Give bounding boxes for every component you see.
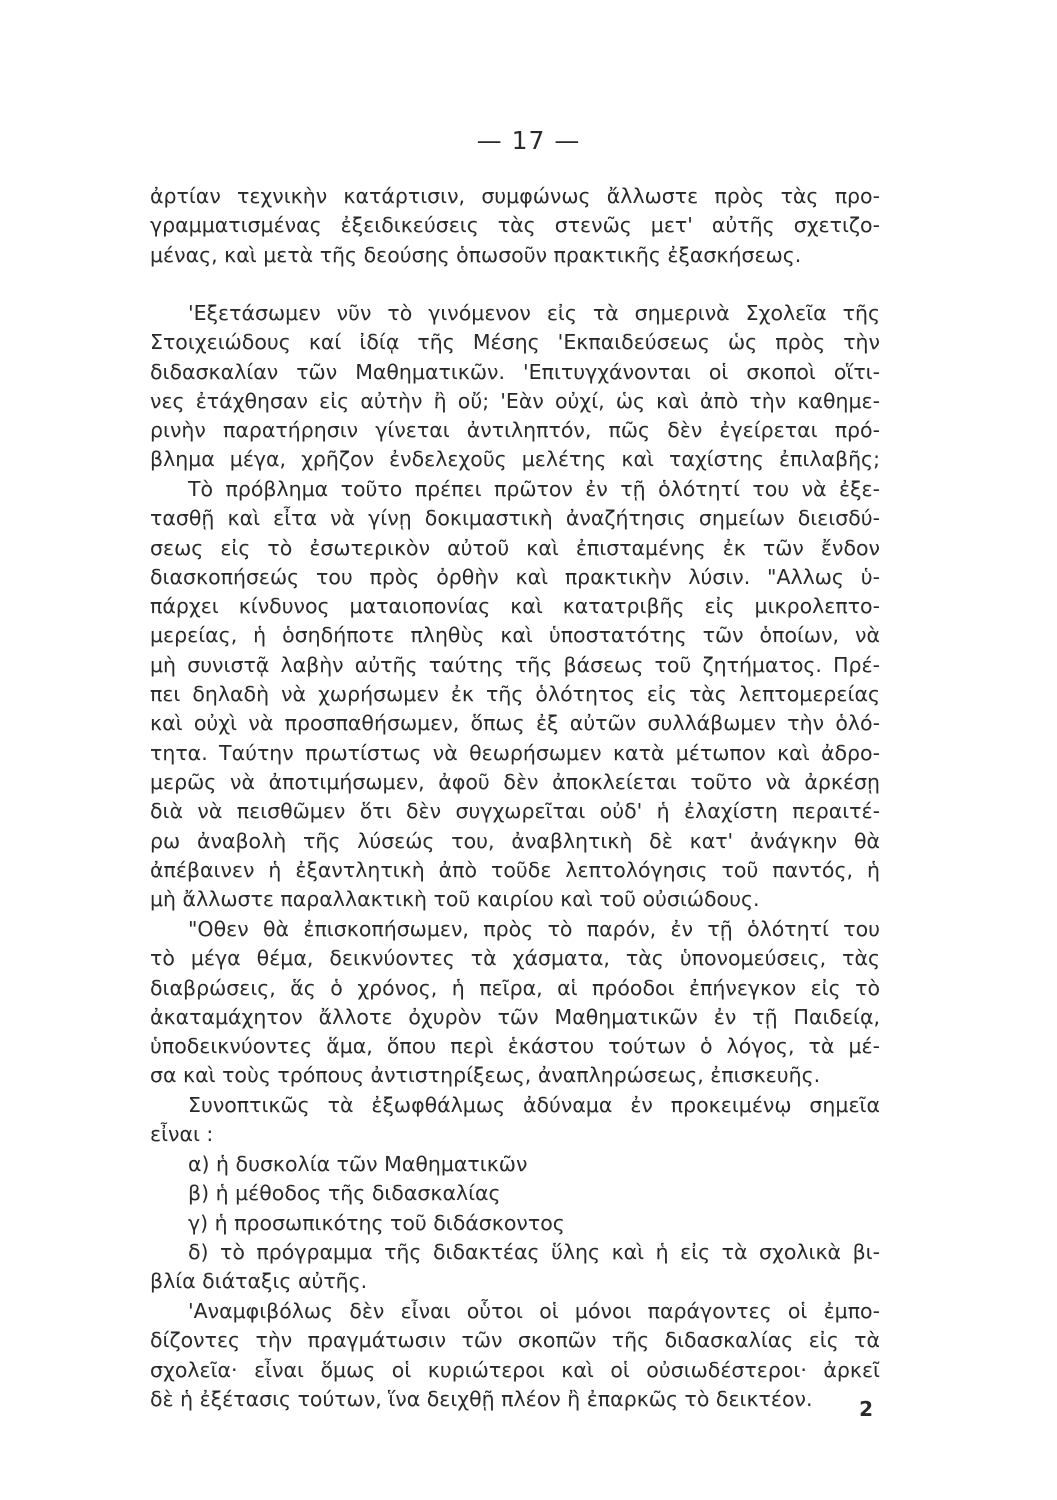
paragraph-1 [150,182,880,270]
text-line: δίζοντες τὴν πραγμάτωσιν τῶν σκοπῶν τῆς διδασκαλίας εἰς τὰ [150,1328,880,1353]
text-line: Τὸ πρόβλημα τοῦτο πρέπει πρῶτον ἐν τῇ ὁλότητί του νὰ ἐξε- [188,477,880,501]
list-item: γ) ἡ προσωπικότης τοῦ διδάσκοντος [188,1210,565,1235]
text-line: δὲ ἡ ἐξέτασις τούτων, ἵνα δειχθῇ πλέον ἢ ἐπαρκῶς τὸ δεικτέον. [150,1386,813,1411]
list-item: βλία διάταξις αὐτῆς. [150,1269,368,1294]
text-line: καὶ οὐχὶ νὰ προσπαθήσωμεν, ὅπως ἐξ αὐτῶν συλλάβωμεν τὴν ὁλό- [150,711,880,736]
text-line: ἀρτίαν τεχνικὴν κατάρτισιν, συμφώνως ἄλλωστε πρὸς τὰς προ- [150,184,880,208]
paragraph-2 [150,299,880,475]
list-item: δ) τὸ πρόγραμμα τῆς διδακτέας ὕλης καὶ ἡ εἰς τὰ σχολικὰ βι- [188,1239,880,1264]
text-line: Στοιχειώδους καί ἰδίᾳ τῆς Μέσης 'Εκπαιδεύσεως ὡς πρὸς τὴν [150,330,880,355]
text-line: ὑποδεικνύοντες ἅμα, ὅπου περὶ ἑκάστου τούτων ὁ λόγος, τὰ μέ- [150,1034,880,1059]
text-line: νες ἐτάχθησαν εἰς αὐτὴν ἢ οὔ; 'Εὰν οὐχί, ὡς καὶ ἀπὸ τὴν καθημε- [150,388,880,413]
text-line: Συνοπτικῶς τὰ ἐξωφθάλμως ἀδύναμα ἐν προκειμένῳ σημεῖα [188,1093,880,1117]
paragraph-5 [150,1091,880,1150]
text-line: τὸ μέγα θέμα, δεικνύοντες τὰ χάσματα, τὰς ὑπονομεύσεις, τὰς [150,946,880,971]
text-line: διδασκαλίαν τῶν Μαθηματικῶν. 'Επιτυγχάνονται οἱ σκοποὶ οἵτι- [150,359,880,384]
text-line: πει δηλαδὴ νὰ χωρήσωμεν ἐκ τῆς ὁλότητος εἰς τὰς λεπτομερείας [150,682,880,707]
text-line: διὰ νὰ πεισθῶμεν ὅτι δὲν συγχωρεῖται οὐδ' ἡ ἐλαχίστη περαιτέ- [150,799,880,824]
text-line: ἀκαταμάχητον ἄλλοτε ὀχυρὸν τῶν Μαθηματικῶν ἐν τῇ Παιδείᾳ, [150,1004,880,1029]
list [150,1150,880,1296]
text-line: σχολεῖα· εἶναι ὅμως οἱ κυριώτεροι καὶ οἱ οὐσιωδέστεροι· ἀρκεῖ [150,1357,880,1382]
page-number: — 17 — [476,126,581,155]
text-line: "Οθεν θὰ ἐπισκοπήσωμεν, πρὸς τὸ παρόν, ἐν τῇ ὁλότητί του [188,917,880,941]
text-line: σεως εἰς τὸ ἐσωτερικὸν αὐτοῦ καὶ ἐπισταμένης ἐκ τῶν ἔνδον [150,535,880,560]
list-item: β) ἡ μέθοδος τῆς διδασκαλίας [188,1181,501,1206]
text-line: διαβρώσεις, ἅς ὁ χρόνος, ἡ πεῖρα, αἱ πρόοδοι ἐπήνεγκον εἰς τὸ [150,975,880,1000]
text-line: βλημα μέγα, χρῆζον ἐνδελεχοῦς μελέτης καὶ ταχίστης ἐπιλαβῆς; [150,447,880,472]
paragraph-4 [150,915,880,1091]
text-line: 'Εξετάσωμεν νῦν τὸ γινόμενον εἰς τὰ σημερινὰ Σχολεῖα τῆς [188,301,880,325]
paragraph-6 [150,1297,880,1414]
text-line: σα καὶ τοὺς τρόπους ἀντιστηρίξεως, ἀναπληρώσεως, ἐπισκευῆς. [150,1063,821,1088]
text-line: μὴ ἄλλωστε παραλλακτικὴ τοῦ καιρίου καὶ τοῦ οὐσιώδους. [150,887,760,912]
text-line: διασκοπήσεώς του πρὸς ὀρθὴν καὶ πρακτικὴν λύσιν. "Αλλως ὑ- [150,564,880,589]
paragraph-3 [150,475,880,914]
text-line: γραμματισμένας ἐξειδικεύσεις τὰς στενῶς μετ' αὐτῆς σχετιζο- [150,213,880,238]
sheet-number: 2 [859,1397,873,1421]
text-line: πάρχει κίνδυνος ματαιοπονίας καὶ κατατριβῆς εἰς μικρολεπτο- [150,594,880,619]
text-line: τητα. Ταύτην πρωτίστως νὰ θεωρήσωμεν κατὰ μέτωπον καὶ ἀδρο- [150,740,880,765]
text-line: μὴ συνιστᾷ λαβὴν αὐτῆς ταύτης τῆς βάσεως τοῦ ζητήματος. Πρέ- [150,652,880,677]
text-line: μερείας, ἡ ὁσηδήποτε πληθὺς καὶ ὑποστατότης τῶν ὁποίων, νὰ [150,623,880,648]
text-line: μένας, καὶ μετὰ τῆς δεούσης ὁπωσοῦν πρακτικῆς ἐξασκήσεως. [150,242,802,267]
text-line: ρω ἀναβολὴ τῆς λύσεώς του, ἀναβλητικὴ δὲ κατ' ἀνάγκην θὰ [150,828,880,853]
text-line: ἀπέβαινεν ἡ ἐξαντλητικὴ ἀπὸ τοῦδε λεπτολόγησις τοῦ παντός, ἡ [150,857,880,882]
text-line: εἶναι : [150,1122,214,1147]
text-line: 'Αναμφιβόλως δὲν εἶναι οὗτοι οἱ μόνοι παράγοντες οἱ ἐμπο- [188,1299,880,1323]
list-item: α) ἡ δυσκολία τῶν Μαθηματικῶν [188,1152,528,1176]
text-line: τασθῇ καὶ εἶτα νὰ γίνῃ δοκιμαστικὴ ἀναζήτησις σημείων διεισδύ- [150,506,880,531]
text-line: μερῶς νὰ ἀποτιμήσωμεν, ἀφοῦ δὲν ἀποκλείεται τοῦτο νὰ ἀρκέσῃ [150,769,880,794]
text-line: ρινὴν παρατήρησιν γίνεται ἀντιληπτόν, πῶς δὲν ἐγείρεται πρό- [150,418,880,443]
